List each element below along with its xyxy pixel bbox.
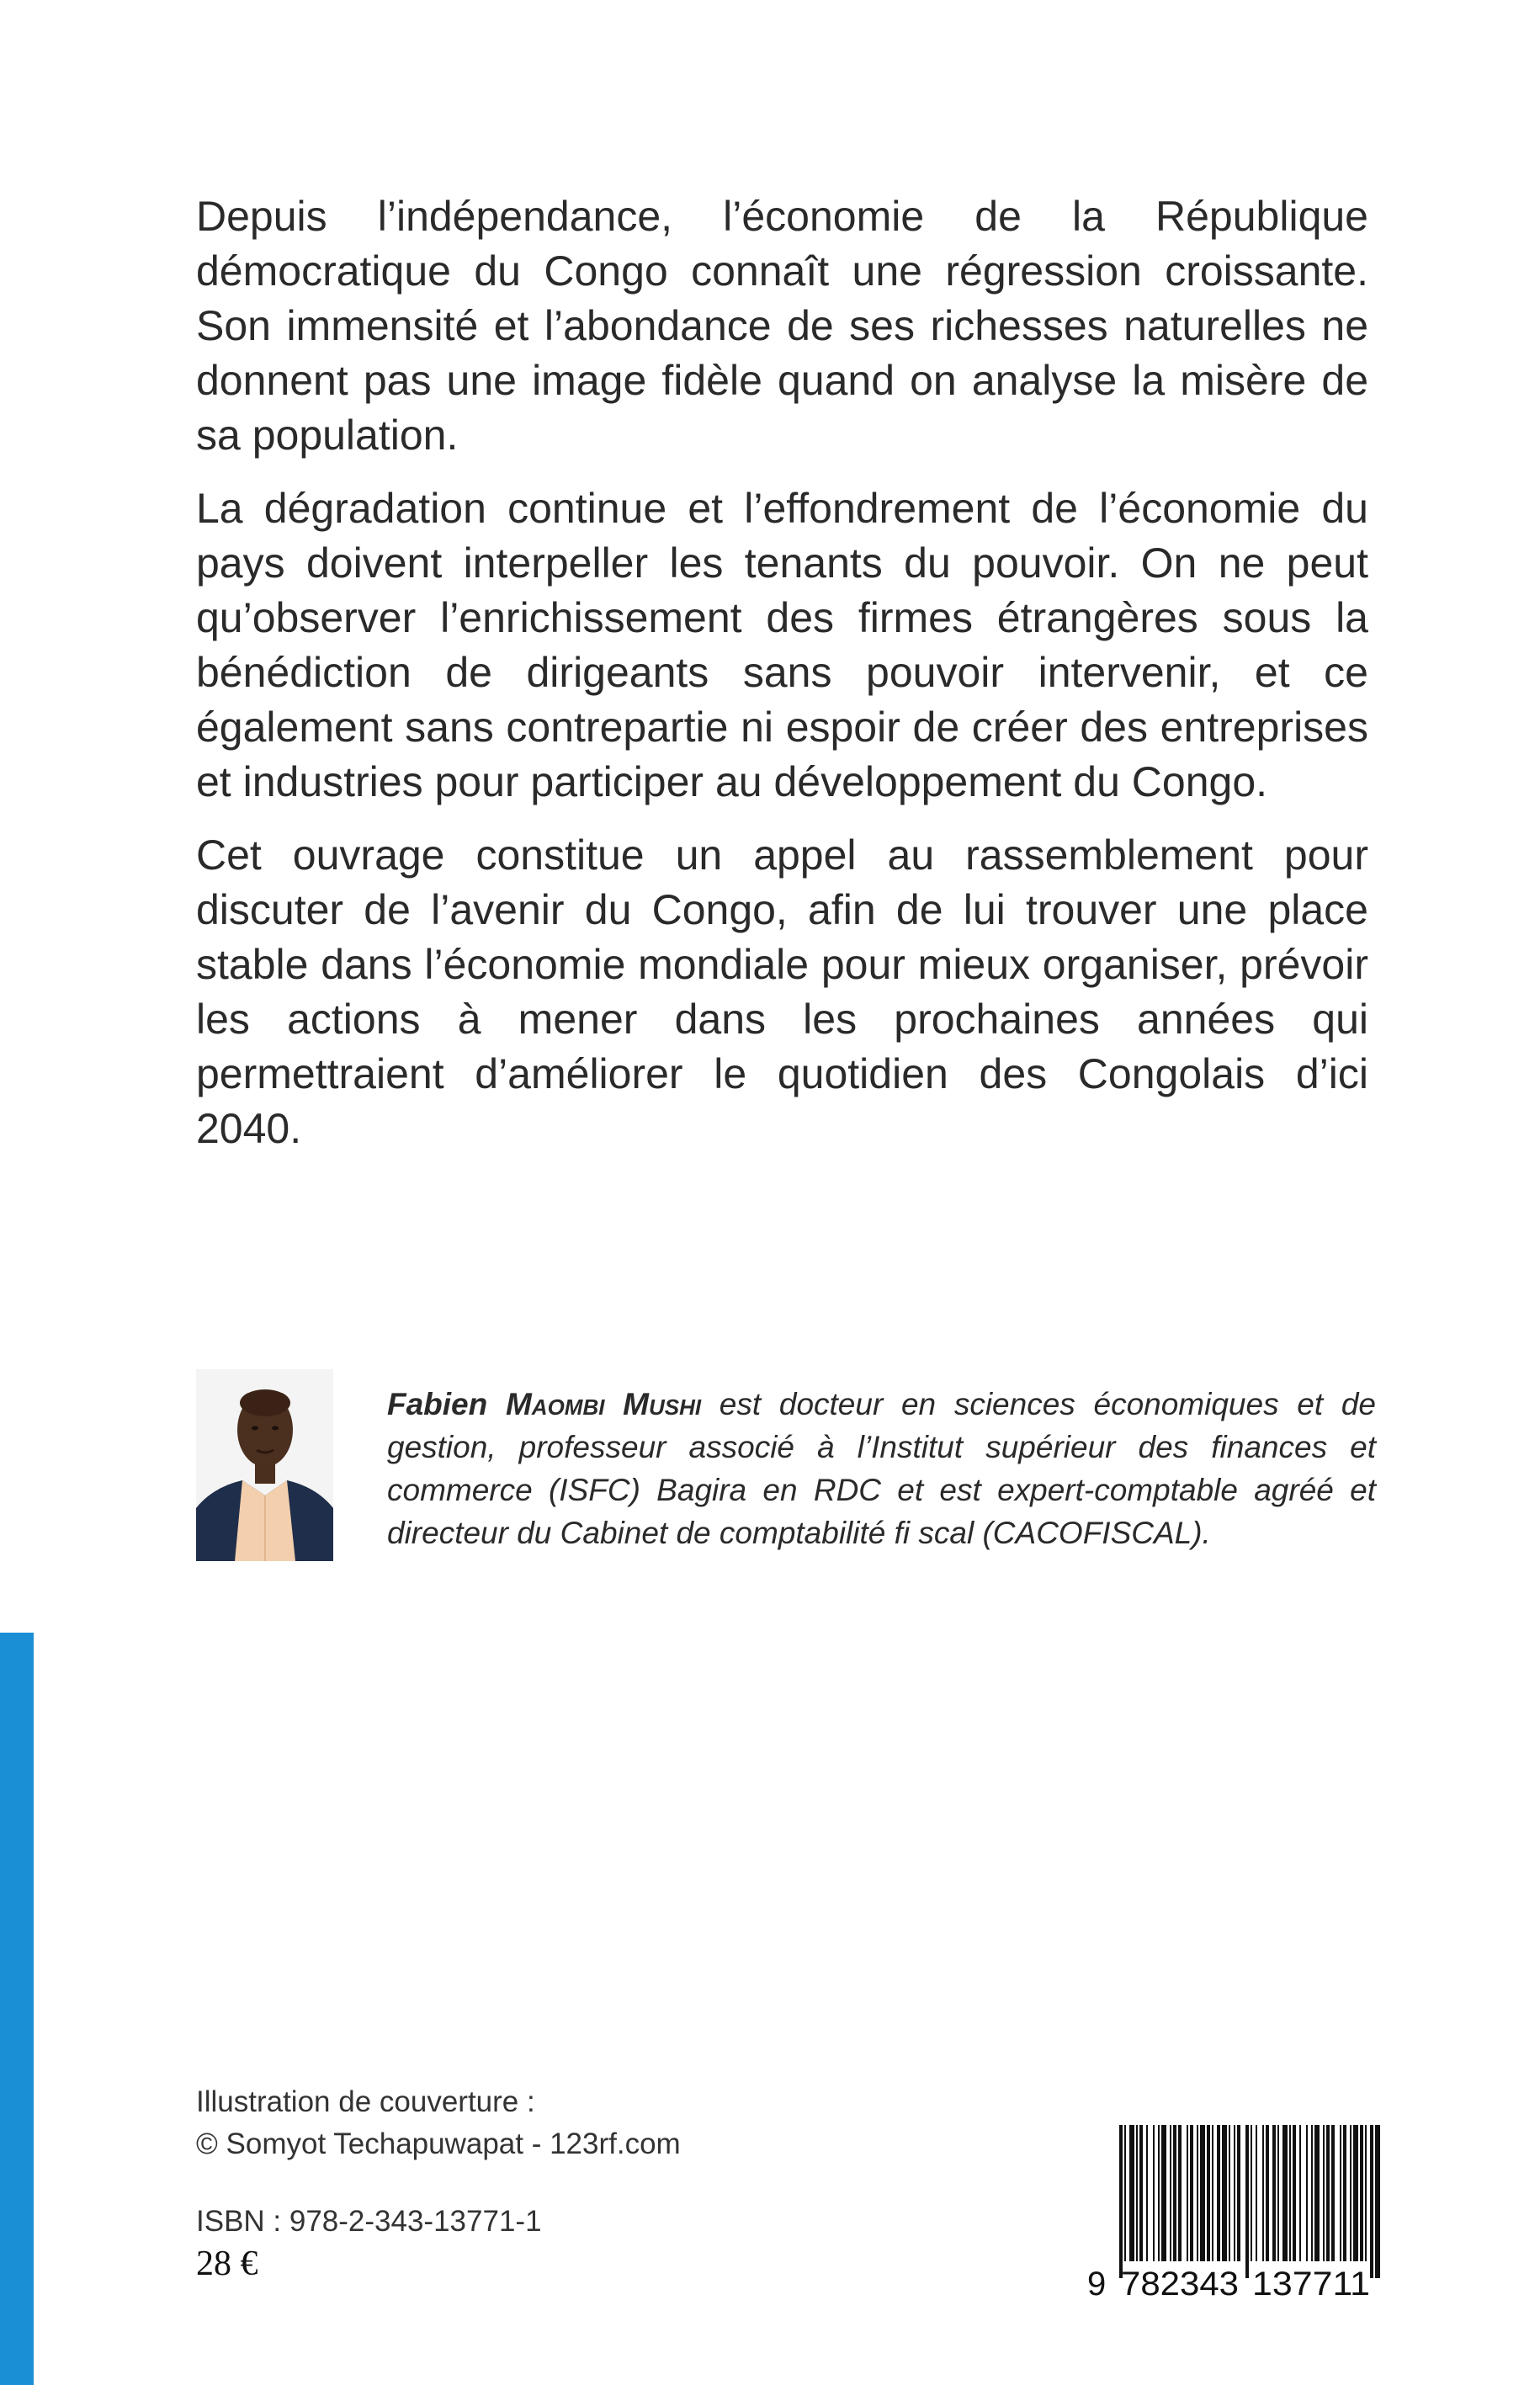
barcode-bar	[1124, 2125, 1126, 2261]
barcode-bar	[1146, 2125, 1148, 2261]
barcode-bar	[1139, 2125, 1143, 2261]
barcode-bar	[1282, 2125, 1288, 2261]
barcode-bar	[1234, 2125, 1235, 2261]
author-bio-text: est docteur en sciences économiques et de gestion, professeur associé à l’Institut supérieur des finances et commerce (ISFC) Bagira en RDC et est expert-comptable agréé et directeur du Cabinet de comptabilité fi scal (CACOFISCAL).	[387, 1387, 1377, 1550]
barcode-bar	[1237, 2125, 1240, 2261]
barcode-bar	[1153, 2125, 1155, 2261]
barcode-digits-group1: 782343	[1121, 2265, 1239, 2302]
barcode-digits-group2: 137711	[1252, 2265, 1370, 2302]
barcode-bar	[1136, 2125, 1138, 2261]
barcode-bar	[1262, 2125, 1264, 2261]
barcode-bar	[1266, 2125, 1269, 2261]
back-cover-summary	[196, 189, 1368, 1175]
barcode-bar	[1343, 2125, 1346, 2261]
barcode-bar	[1119, 2125, 1123, 2278]
author-photo	[196, 1369, 333, 1561]
barcode-bar	[1311, 2125, 1313, 2261]
barcode-bar	[1353, 2125, 1358, 2261]
barcode-bar	[1161, 2125, 1166, 2261]
barcode-bar	[1340, 2125, 1341, 2261]
barcode-bar	[1365, 2125, 1367, 2261]
barcode-bar	[1289, 2125, 1291, 2261]
barcode-bar	[1326, 2125, 1330, 2261]
credits-source: © Somyot Techapuwapat - 123rf.com	[196, 2127, 681, 2160]
summary-paragraph-1: Depuis l’indépendance, l’économie de la République démocratique du Congo connaît une régression croissante. Son immensité et l’abondance de ses richesses naturelles ne donnent pas une image fidèle quand on analyse la misère de sa population.	[196, 193, 1368, 459]
barcode-bar	[1170, 2125, 1171, 2261]
barcode-bar	[1314, 2125, 1320, 2261]
barcode-bar	[1129, 2125, 1134, 2261]
barcode-bar	[1350, 2125, 1351, 2261]
barcode-bar	[1212, 2125, 1213, 2261]
barcode-bar	[1360, 2125, 1363, 2261]
barcode-bar	[1190, 2125, 1193, 2261]
summary-paragraph-2: La dégradation continue et l’effondrement de l’économie du pays doivent interpeller les tenants du pouvoir. On ne peut qu’observer l’enrichissement des firmes étrangères sous la bénédiction de dirigeants sans pouvoir intervenir, et ce également sans contrepartie ni espoir de créer des entreprises et industries pour participer au développement du Congo.	[196, 485, 1368, 805]
barcode-digit-first: 9	[1087, 2265, 1107, 2302]
cover-credits	[196, 2081, 681, 2165]
barcode-bar	[1229, 2125, 1230, 2261]
author-bio	[387, 1383, 1376, 1554]
barcode-bar	[1277, 2125, 1279, 2261]
barcode-bar	[1256, 2125, 1257, 2261]
barcode-bar	[1375, 2125, 1380, 2278]
price: 28 €	[196, 2244, 258, 2283]
barcode-bar	[1306, 2125, 1308, 2261]
barcode-bar	[1245, 2125, 1249, 2278]
author-first-name: Fabien	[387, 1387, 488, 1421]
barcode-bar	[1222, 2125, 1227, 2261]
isbn: ISBN : 978-2-343-13771-1	[196, 2205, 542, 2238]
accent-band	[0, 1633, 34, 2385]
barcode	[1086, 2125, 1389, 2302]
barcode-bar	[1370, 2125, 1373, 2278]
barcode-bar	[1197, 2125, 1198, 2261]
barcode-bar	[1272, 2125, 1276, 2261]
summary-paragraph-3: Cet ouvrage constitue un appel au rassemblement pour discuter de l’avenir du Congo, afin de lui trouver une place stable dans l’économie mondiale pour mieux organiser, prévoir les actions à mener dans les prochaines années qui permettraient d’améliorer le quotidien des Congolais d’ici 2040.	[196, 831, 1368, 1152]
barcode-bar	[1200, 2125, 1205, 2261]
barcode-bar	[1293, 2125, 1296, 2261]
barcode-bar	[1158, 2125, 1160, 2261]
barcode-bar	[1331, 2125, 1335, 2261]
barcode-bar	[1173, 2125, 1176, 2261]
barcode-bar	[1299, 2125, 1301, 2261]
barcode-bar	[1323, 2125, 1325, 2261]
barcode-bar	[1178, 2125, 1182, 2261]
barcode-bar	[1251, 2125, 1252, 2261]
author-last-name: Maombi Mushi	[505, 1387, 702, 1421]
barcode-bar	[1207, 2125, 1210, 2261]
barcode-bar	[1187, 2125, 1188, 2261]
barcode-bar	[1217, 2125, 1220, 2261]
credits-label: Illustration de couverture :	[196, 2085, 535, 2118]
